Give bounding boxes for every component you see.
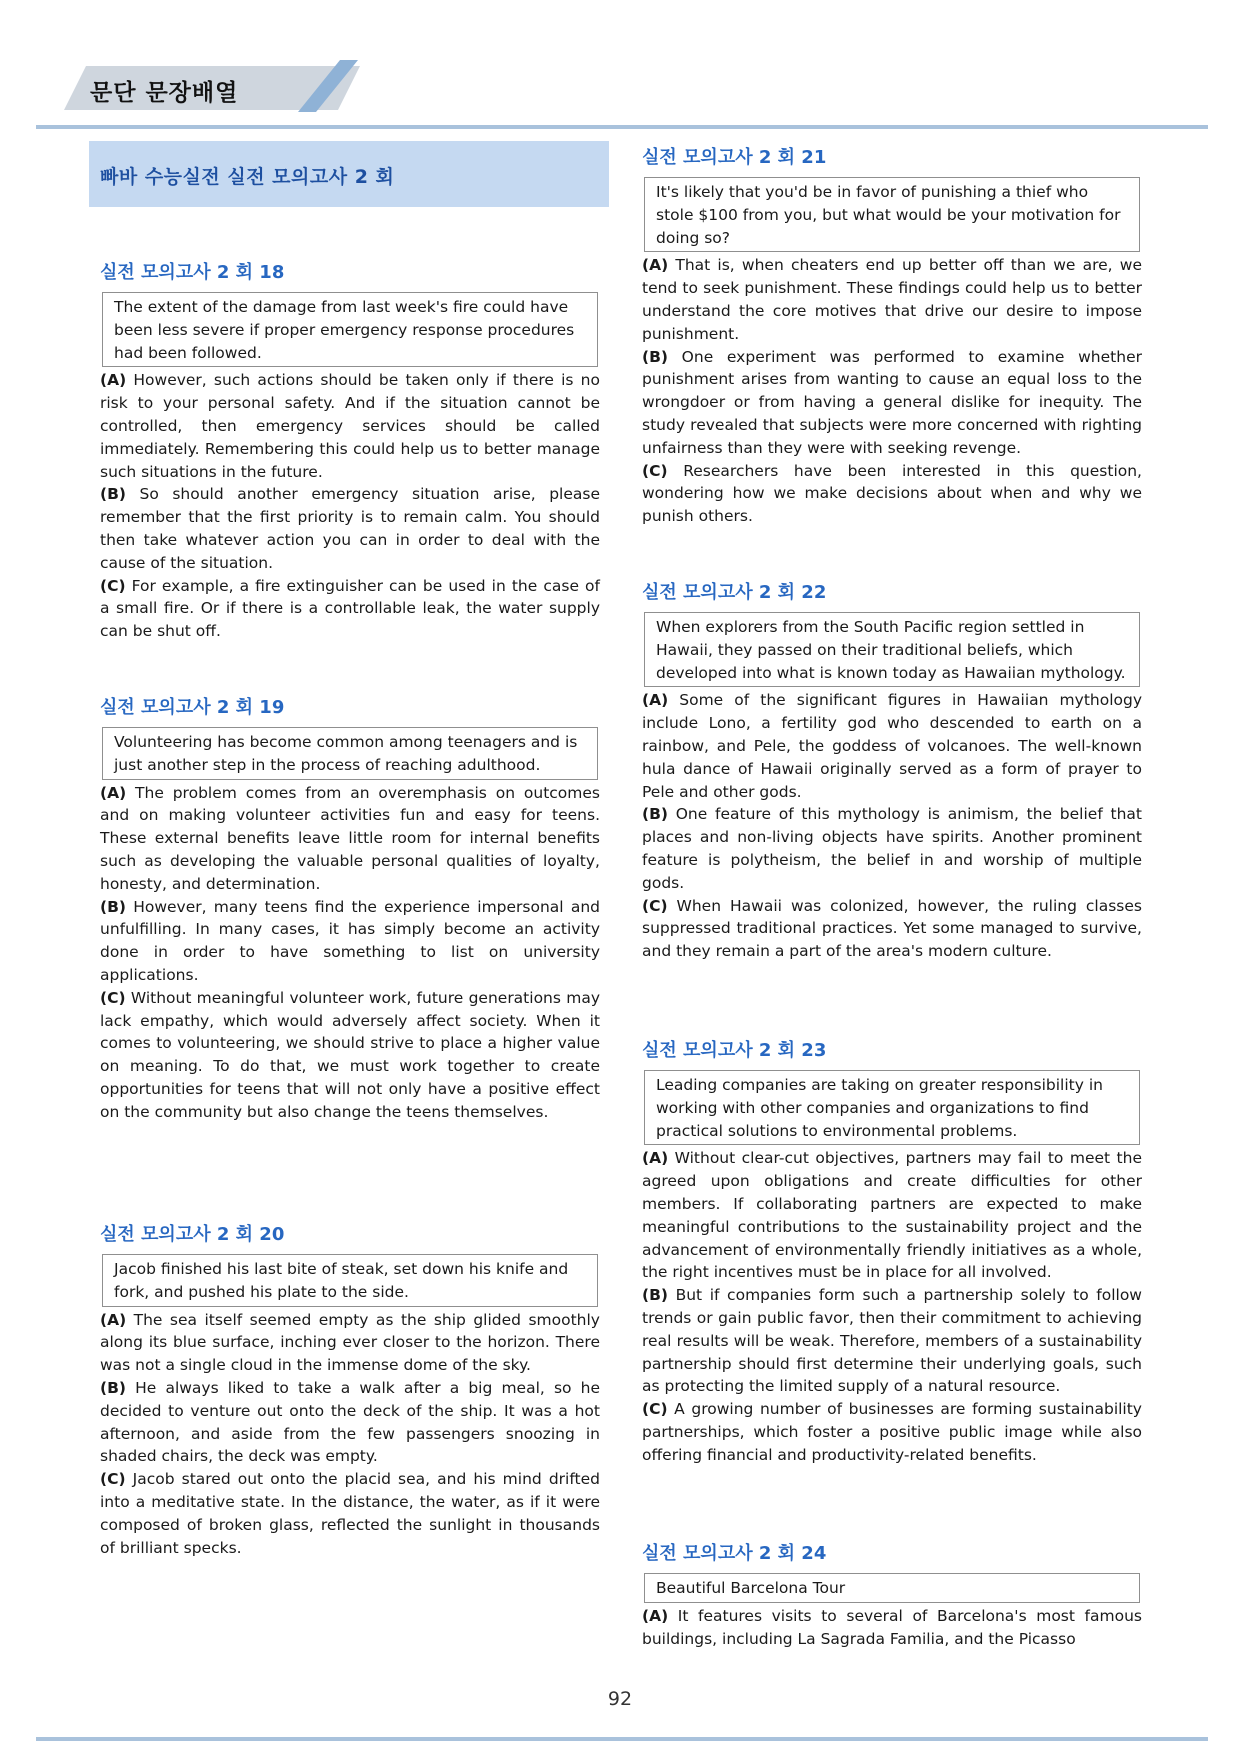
paragraph-label: (A) <box>642 1606 669 1625</box>
section-title: 실전 모의고사 2 회 20 <box>100 1224 285 1245</box>
section-23 <box>642 1036 1142 1467</box>
top-divider <box>36 125 1208 129</box>
paragraph-label: (C) <box>642 461 668 480</box>
paragraph-label: (A) <box>100 783 127 802</box>
section-18 <box>100 258 600 643</box>
paragraph-text: A growing number of businesses are forming sustainability partnerships, which foster a positive public image while also offering financial and productivity-related benefits. <box>642 1400 1142 1464</box>
paragraph-c <box>642 895 1142 963</box>
paragraph-a <box>642 1147 1142 1284</box>
prompt-box: Beautiful Barcelona Tour <box>644 1573 1140 1603</box>
section-24 <box>642 1539 1142 1650</box>
paragraph-text: Without clear-cut objectives, partners may fail to meet the agreed upon obligations and create difficulties for other members. If collaborating partners are expected to make meaningful contributions to the sustainability project and the advancement of environmentally friendly initiatives as a whole, the right incentives must be in place for all involved. <box>642 1149 1142 1282</box>
paragraph-b <box>642 803 1142 894</box>
paragraph-a <box>642 689 1142 803</box>
paragraph-label: (A) <box>100 371 127 390</box>
page-number: 92 <box>607 1688 633 1710</box>
paragraph-b <box>100 896 600 987</box>
section-19 <box>100 693 600 1124</box>
paragraph-label: (B) <box>642 1286 668 1305</box>
paragraph-text: Without meaningful volunteer work, future generations may lack empathy, which would adversely affect society. When it comes to volunteering, we should strive to place a higher value on meaning. To do that, we must work together to create opportunities for teens that will not only have a positive effect on the community but also change the teens themselves. <box>100 988 600 1121</box>
paragraph-a <box>642 1605 1142 1651</box>
paragraph-text: However, such actions should be taken only if there is no risk to your personal safety. And if the situation cannot be controlled, then emergency services should be called immediately. Remembering this could help us to better manage such situations in the future. <box>100 371 600 481</box>
paragraph-text: The problem comes from an overemphasis on outcomes and on making volunteer activities fun and easy for teens. These external benefits leave little room for internal benefits such as developing the valuable personal qualities of loyalty, honesty, and determination. <box>100 783 600 893</box>
paragraph-text: One feature of this mythology is animism, the belief that places and non-living objects have spirits. Another prominent feature is polytheism, the belief in and worship of multiple gods. <box>642 805 1142 892</box>
paragraph-text: However, many teens find the experience impersonal and unfulfilling. In many cases, it has simply become an activity done in order to have something to list on university applications. <box>100 897 600 984</box>
paragraph-b <box>100 483 600 574</box>
paragraph-label: (C) <box>642 896 668 915</box>
prompt-box: It's likely that you'd be in favor of punishing a thief who stole $100 from you, but what would be your motivation for doing so? <box>644 177 1140 252</box>
paragraph-c <box>100 987 600 1124</box>
paragraph-text: The sea itself seemed empty as the ship glided smoothly along its blue surface, inching ever closer to the horizon. There was not a single cloud in the immense dome of the sky. <box>100 1310 600 1375</box>
paragraph-label: (A) <box>642 256 669 275</box>
paragraph-c <box>642 460 1142 528</box>
paragraph-text: It features visits to several of Barcelona's most famous buildings, including La Sagrada Familia, and the Picasso <box>642 1606 1142 1648</box>
paragraph-text: But if companies form such a partnership solely to follow trends or gain public favor, then their commitment to achieving real results will be weak. Therefore, members of a sustainability partnership should first determine their underlying goals, such as protecting the limited supply of a natural resource. <box>642 1286 1142 1396</box>
paragraph-text: When Hawaii was colonized, however, the ruling classes suppressed traditional practices. Yet some managed to survive, and they remain a part of the area's modern culture. <box>642 896 1142 961</box>
paragraph-a <box>642 254 1142 345</box>
paragraph-label: (A) <box>642 1149 669 1168</box>
paragraph-a <box>100 782 600 896</box>
section-title: 실전 모의고사 2 회 21 <box>642 147 827 168</box>
section-title: 실전 모의고사 2 회 24 <box>642 1543 827 1564</box>
paragraph-label: (B) <box>642 347 668 366</box>
section-title: 실전 모의고사 2 회 19 <box>100 697 285 718</box>
bottom-divider <box>36 1737 1208 1741</box>
paragraph-label: (B) <box>100 485 126 504</box>
paragraph-label: (C) <box>642 1400 668 1419</box>
prompt-box: Leading companies are taking on greater responsibility in working with other companies and organizations to find practical solutions to environmental problems. <box>644 1070 1140 1145</box>
paragraph-c <box>642 1398 1142 1466</box>
paragraph-b <box>100 1377 600 1468</box>
page-header-title: 문단 문장배열 <box>90 80 239 106</box>
paragraph-text: That is, when cheaters end up better off than we are, we tend to seek punishment. These findings could help us to better understand the core motives that drive our desire to impose punishment. <box>642 256 1142 343</box>
paragraph-text: Researchers have been interested in this question, wondering how we make decisions about when and why we punish others. <box>642 461 1142 526</box>
paragraph-c <box>100 575 600 643</box>
paragraph-text: Some of the significant figures in Hawaiian mythology include Lono, a fertility god who descended to earth on a rainbow, and Pele, the goddess of volcanoes. The well-known hula dance of Hawaii originally served as a form of prayer to Pele and other gods. <box>642 691 1142 801</box>
paragraph-text: For example, a fire extinguisher can be used in the case of a small fire. Or if there is a controllable leak, the water supply can be shut off. <box>100 576 600 641</box>
paragraph-label: (C) <box>100 988 126 1007</box>
paragraph-label: (A) <box>642 691 669 710</box>
paragraph-text: One experiment was performed to examine whether punishment arises from wanting to cause an equal loss to the wrongdoer or from having a general dislike for inequity. The study revealed that subjects were more concerned with righting unfairness than they were with seeking revenge. <box>642 347 1142 457</box>
paragraph-b <box>642 346 1142 460</box>
prompt-box: When explorers from the South Pacific region settled in Hawaii, they passed on their traditional beliefs, which developed into what is known today as Hawaiian mythology. <box>644 612 1140 687</box>
paragraph-c <box>100 1468 600 1559</box>
paragraph-text: So should another emergency situation arise, please remember that the first priority is to remain calm. You should then take whatever action you can in order to deal with the cause of the situation. <box>100 485 600 572</box>
prompt-box: Volunteering has become common among teenagers and is just another step in the process of reaching adulthood. <box>102 727 598 780</box>
paragraph-text: Jacob stared out onto the placid sea, and his mind drifted into a meditative state. In the distance, the water, as if it were composed of broken glass, reflected the sunlight in thousands of brilliant specks. <box>100 1470 600 1557</box>
paragraph-label: (B) <box>100 1378 126 1397</box>
section-title: 실전 모의고사 2 회 18 <box>100 262 285 283</box>
section-title: 실전 모의고사 2 회 22 <box>642 582 827 603</box>
paragraph-label: (A) <box>100 1310 127 1329</box>
paragraph-a <box>100 369 600 483</box>
paragraph-b <box>642 1284 1142 1398</box>
section-21 <box>642 143 1142 528</box>
prompt-box: The extent of the damage from last week's fire could have been less severe if proper emergency response procedures had been followed. <box>102 292 598 367</box>
paragraph-label: (B) <box>642 805 668 824</box>
exam-title-banner: 빠바 수능실전 실전 모의고사 2 회 <box>89 141 609 207</box>
paragraph-label: (C) <box>100 576 126 595</box>
paragraph-text: He always liked to take a walk after a big meal, so he decided to venture out onto the deck of the ship. It was a hot afternoon, and aside from the few passengers snoozing in shaded chairs, the deck was empty. <box>100 1378 600 1466</box>
section-title: 실전 모의고사 2 회 23 <box>642 1040 827 1061</box>
paragraph-a <box>100 1309 600 1377</box>
section-20 <box>100 1220 600 1559</box>
paragraph-label: (B) <box>100 897 126 916</box>
section-22 <box>642 578 1142 963</box>
prompt-box: Jacob finished his last bite of steak, set down his knife and fork, and pushed his plate to the side. <box>102 1254 598 1307</box>
paragraph-label: (C) <box>100 1470 126 1489</box>
